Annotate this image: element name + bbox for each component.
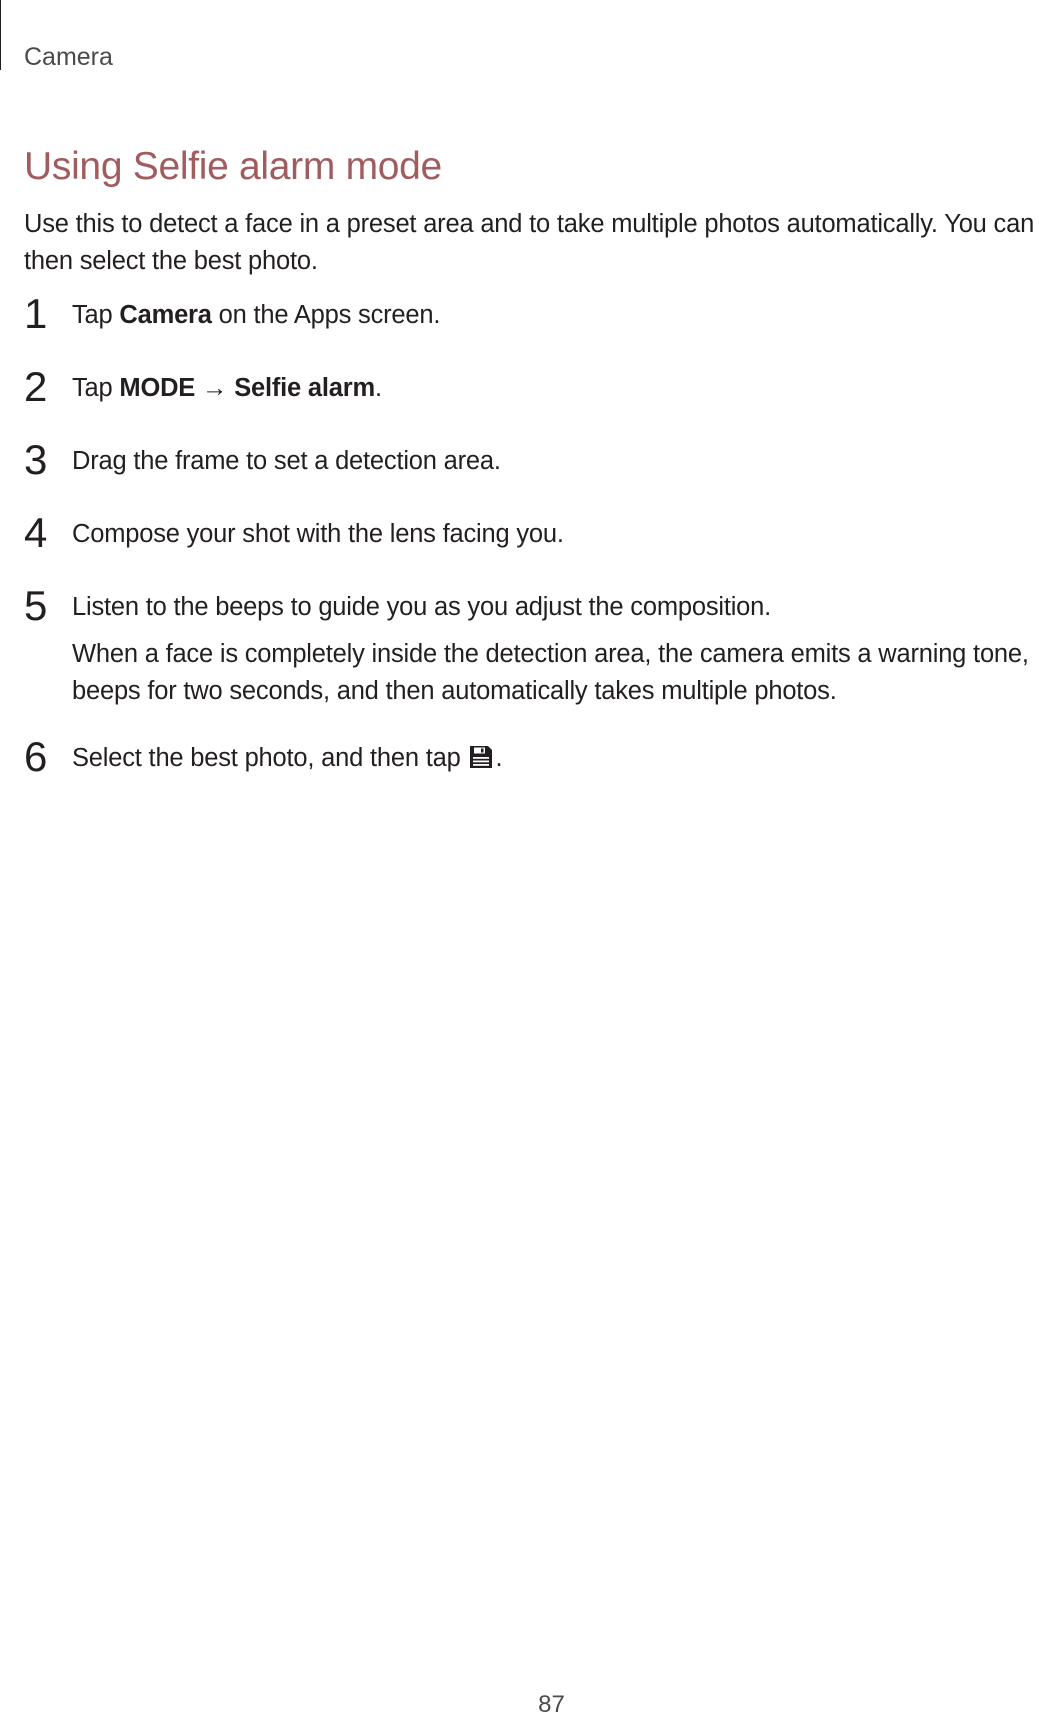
step-text: Listen to the beeps to guide you as you adjust the composition. <box>72 593 772 621</box>
step-text <box>72 369 1039 407</box>
step-text: Drag the frame to set a detection area. <box>72 447 501 475</box>
step-text-part: . <box>374 374 382 402</box>
step-number: 6 <box>24 733 48 780</box>
arrow-separator: → <box>195 374 235 402</box>
step-6 <box>24 733 1039 783</box>
step-number: 2 <box>24 363 48 410</box>
step-text <box>72 296 1039 334</box>
step-1 <box>24 290 1039 340</box>
corner-rule <box>0 0 1 70</box>
page-number: 87 <box>538 1691 565 1718</box>
step-text <box>72 739 1039 781</box>
intro-paragraph: Use this to detect a face in a preset area and to take multiple photos automatically. You can then select the best photo. <box>24 210 1035 275</box>
step-5 <box>24 582 1039 710</box>
step-number: 4 <box>24 509 48 556</box>
step-note: When a face is completely inside the detection area, the camera emits a warning tone, beeps for two seconds, and then automatically takes multiple photos. <box>72 640 1029 705</box>
section-title: Using Selfie alarm mode <box>24 145 442 188</box>
step-text-part: . <box>495 744 503 772</box>
save-icon <box>468 744 494 781</box>
step-4 <box>24 509 1039 559</box>
step-number: 5 <box>24 582 48 629</box>
step-text-part: Tap <box>72 374 120 402</box>
step-3 <box>24 436 1039 486</box>
step-number: 1 <box>24 290 48 337</box>
step-text-part: Tap <box>72 301 120 329</box>
page-content <box>24 142 1039 783</box>
ui-term-mode: MODE <box>119 374 196 402</box>
steps-list <box>24 290 1039 783</box>
step-number: 3 <box>24 436 48 483</box>
running-header: Camera <box>24 43 113 71</box>
step-text-part: Select the best photo, and then tap <box>72 744 468 772</box>
step-text: Compose your shot with the lens facing you. <box>72 520 564 548</box>
ui-term-selfie-alarm: Selfie alarm <box>234 374 375 402</box>
step-text-part: on the Apps screen. <box>211 301 441 329</box>
step-2 <box>24 363 1039 413</box>
ui-term-camera: Camera <box>119 301 212 329</box>
